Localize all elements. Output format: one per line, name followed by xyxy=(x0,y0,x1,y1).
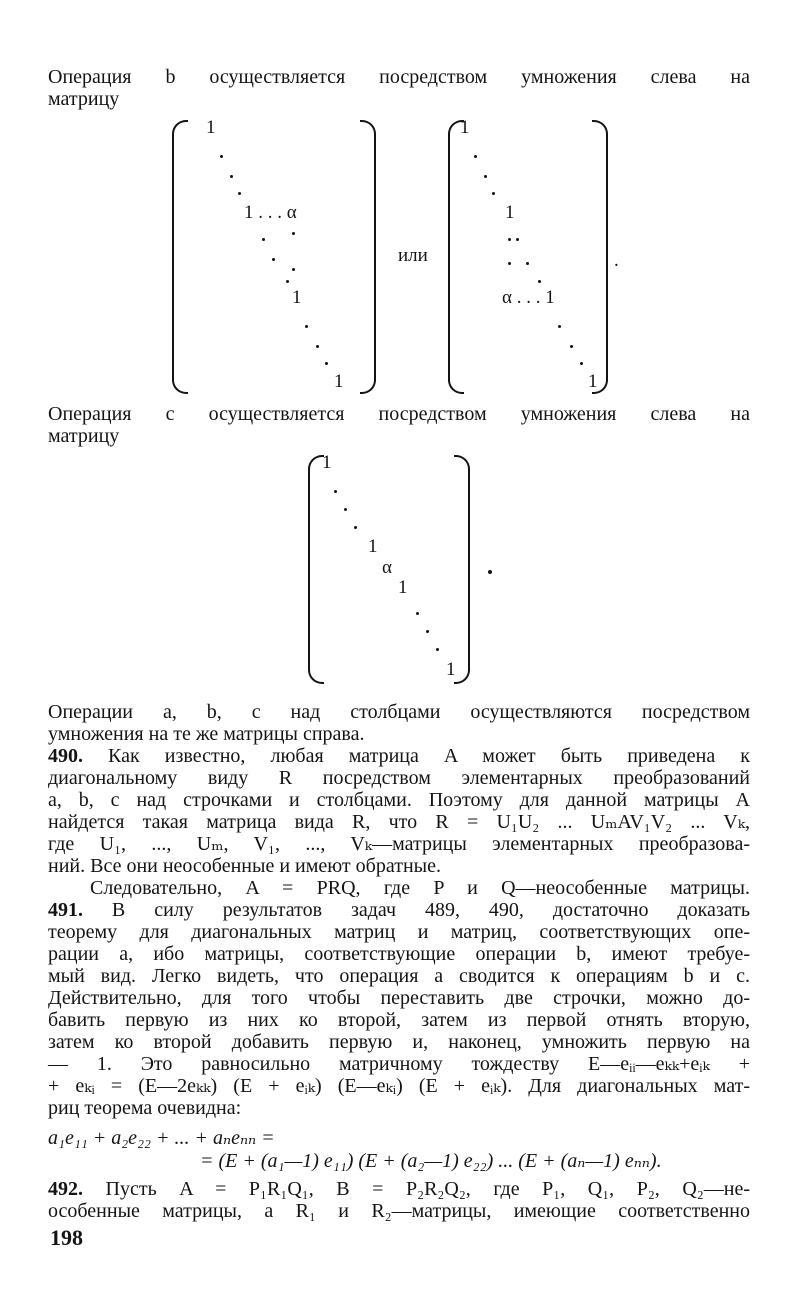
text-line: матрицу xyxy=(48,425,120,447)
problem-491-line: риц теорема очевидна: xyxy=(48,1097,242,1119)
diag-dot xyxy=(538,280,541,283)
problem-491-line: затем ко второй добавить первую и, наконец, умножить первую на xyxy=(48,1031,750,1053)
problem-490-line: Следовательно, A = PRQ, где P и Q—неособенные матрицы. xyxy=(90,877,750,899)
diag-dot xyxy=(305,325,308,328)
diag-dot xyxy=(220,155,223,158)
problem-490-line: 490. Как известно, любая матрица A может быть приведена к xyxy=(48,745,750,767)
problem-490-line: где U₁, ..., Uₘ, V₁, ..., Vₖ—матрицы элементарных преобразова- xyxy=(48,833,750,855)
problem-number: 491. xyxy=(48,899,83,921)
diag-dot xyxy=(334,490,337,493)
diag-dot xyxy=(474,155,477,158)
problem-number: 492. xyxy=(48,1178,83,1200)
period-dot xyxy=(488,570,492,574)
matrix-entry: 1 xyxy=(460,117,470,138)
formula-line: a₁e₁₁ + a₂e₂₂ + ... + aₙeₙₙ = xyxy=(48,1127,275,1149)
matrix-entry: 1 xyxy=(398,577,408,598)
diag-dot xyxy=(416,612,419,615)
diag-dot xyxy=(316,345,319,348)
diag-dot xyxy=(262,238,265,241)
right-paren xyxy=(454,455,470,684)
text-line: Операция b осуществляется посредством умножения слева на xyxy=(48,66,750,88)
problem-491-line: теорему для диагональных матриц и матриц, соответствующих опе- xyxy=(48,921,750,943)
diag-dot xyxy=(508,262,511,265)
diag-dot xyxy=(558,325,561,328)
diag-dot xyxy=(292,232,295,235)
text-line: Операции а, b, с над столбцами осуществляются посредством xyxy=(48,701,750,723)
problem-491-line: мый вид. Легко видеть, что операция а сводится к операциям b и с. xyxy=(48,965,750,987)
problem-491-line: бавить первую из них ко второй, затем из первой отнять вторую, xyxy=(48,1009,750,1031)
diag-dot xyxy=(436,648,439,651)
diag-dot xyxy=(570,345,573,348)
diag-dot xyxy=(286,280,289,283)
left-paren xyxy=(308,455,324,684)
diag-dot xyxy=(325,362,328,365)
text-line: Операция с осуществляется посредством умножения слева на xyxy=(48,403,750,425)
problem-490-line: ний. Все они неособенные и имеют обратные. xyxy=(48,855,441,877)
matrix-entry: 1 . . . α xyxy=(244,202,297,223)
right-paren xyxy=(592,120,608,394)
problem-490-line: a, b, c над строчками и столбцами. Поэтому для данной матрицы A xyxy=(48,789,750,811)
problem-491-line: Действительно, для того чтобы переставить две строчки, можно до- xyxy=(48,987,750,1009)
diag-dot xyxy=(272,258,275,261)
diag-dot xyxy=(516,238,519,241)
diag-dot xyxy=(580,362,583,365)
period: . xyxy=(614,250,619,271)
problem-491-line: рации а, ибо матрицы, соответствующие операции b, имеют требуе- xyxy=(48,943,750,965)
text-line: матрицу xyxy=(48,88,120,110)
matrix-entry: 1 xyxy=(334,371,344,392)
diag-dot xyxy=(526,262,529,265)
problem-492-line: 492. Пусть A = P₁R₁Q₁, B = P₂R₂Q₂, где P₁, Q₁, P₂, Q₂—не- xyxy=(48,1178,750,1200)
left-paren xyxy=(172,120,188,394)
matrix-entry: 1 xyxy=(322,452,332,473)
left-paren xyxy=(448,120,464,394)
text-line: умножения на те же матрицы справа. xyxy=(48,723,365,745)
diag-dot xyxy=(344,508,347,511)
matrix-entry: α . . . 1 xyxy=(502,287,555,308)
matrix-entry: 1 xyxy=(505,202,515,223)
matrix-entry: α xyxy=(382,557,392,578)
problem-491-line: — 1. Это равносильно матричному тождеству E—eᵢᵢ—eₖₖ+eᵢₖ + xyxy=(48,1053,750,1075)
problem-490-line: найдется такая матрица вида R, что R = U₁U₂ ... UₘAV₁V₂ ... Vₖ, xyxy=(48,811,750,833)
matrix-entry: 1 xyxy=(292,287,302,308)
diag-dot xyxy=(426,630,429,633)
diag-dot xyxy=(354,526,357,529)
problem-491-line: + eₖᵢ = (E—2eₖₖ) (E + eᵢₖ) (E—eₖᵢ) (E + eᵢₖ). Для диагональных мат- xyxy=(48,1075,750,1097)
diag-dot xyxy=(230,175,233,178)
matrix-entry: 1 xyxy=(368,536,378,557)
matrix-entry: 1 xyxy=(588,371,598,392)
page-number: 198 xyxy=(50,1225,83,1250)
problem-490-line: диагональному виду R посредством элементарных преобразований xyxy=(48,767,750,789)
matrix-entry: 1 xyxy=(206,117,216,138)
formula-line: = (E + (a₁—1) e₁₁) (E + (a₂—1) e₂₂) ... (E + (aₙ—1) eₙₙ). xyxy=(200,1150,662,1172)
right-paren xyxy=(360,120,376,394)
diag-dot xyxy=(508,238,511,241)
or-word: или xyxy=(398,245,428,266)
matrix-entry: 1 xyxy=(446,659,456,680)
problem-492-line: особенные матрицы, а R₁ и R₂—матрицы, имеющие соответственно xyxy=(48,1200,750,1222)
diag-dot xyxy=(238,192,241,195)
diag-dot xyxy=(292,268,295,271)
diag-dot xyxy=(484,175,487,178)
problem-491-line: 491. В силу результатов задач 489, 490, достаточно доказать xyxy=(48,899,750,921)
diag-dot xyxy=(492,192,495,195)
problem-number: 490. xyxy=(48,745,83,767)
